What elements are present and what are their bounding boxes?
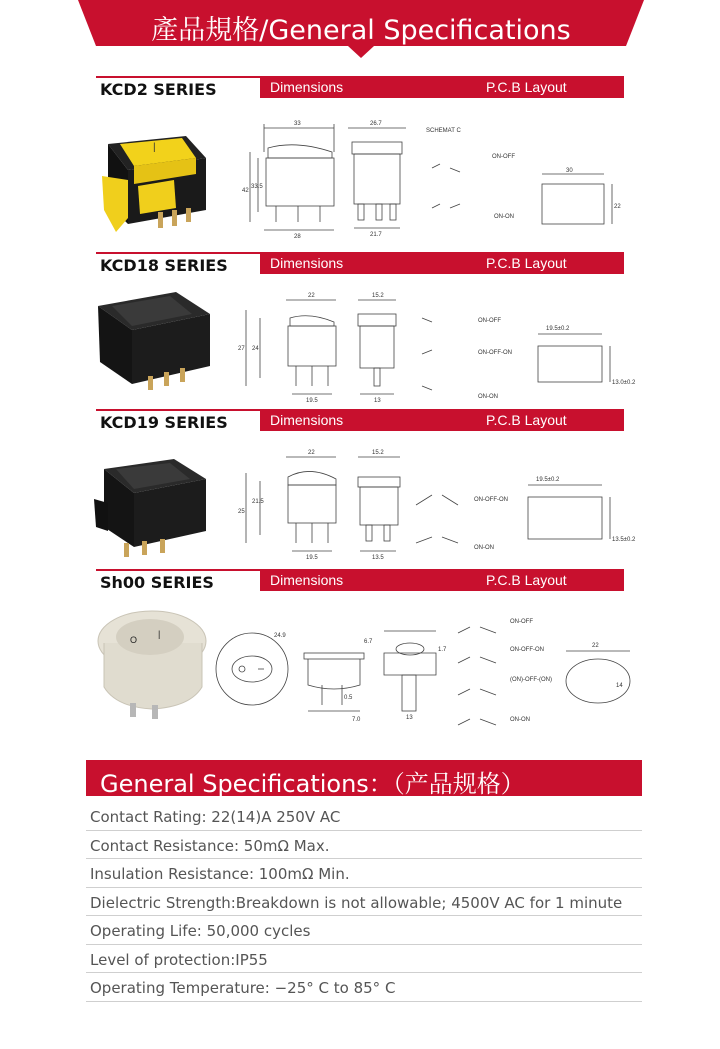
kcd2-dimension-drawing [236,112,626,242]
dim-d3: 27 [238,346,245,352]
dim-d6: 21.7 [370,232,382,238]
dimensions-label: Dimensions [270,572,344,588]
dim-d2: 26.7 [370,121,382,127]
mode-on-on: ON-ON [478,394,498,400]
sh00-dimension-drawing [212,601,632,741]
dim-d5: 7.0 [352,717,361,723]
dim-d6: 13 [374,398,381,404]
mode-on-on: ON-ON [510,717,530,723]
spec-dielectric-strength: Dielectric Strength:Breakdown is not allowable; 4500V AC for 1 minute [86,888,642,917]
series-title: KCD2 SERIES [100,80,217,99]
kcd18-dimension-drawing [236,288,636,418]
dim-d8: 13.0±0.2 [612,380,636,386]
mode-on-off-on: ON-OFF-ON [510,647,544,653]
spec-operating-temperature: Operating Temperature: −25° C to 85° C [86,973,642,1002]
pcb-layout-label: P.C.B Layout [486,79,567,95]
svg-text:|: | [158,629,161,639]
dim-d1: 33 [294,121,301,127]
kcd18-switch-photo [92,280,216,390]
page-title: 產品規格/General Specifications [151,15,571,46]
dimensions-label: Dimensions [270,255,344,271]
kcd19-switch-photo [94,447,212,561]
schematic-label: SCHEMAT C [426,128,461,134]
series-title: KCD19 SERIES [100,413,228,432]
mode-on-off-on: ON-OFF-ON [478,350,512,356]
mode-on-on: ON-ON [474,545,494,551]
dim-d2: 6.7 [364,639,373,645]
series-kcd18 [96,252,636,404]
dim-d7: 30 [566,168,573,174]
dim-d5: 28 [294,234,301,240]
spec-protection-level: Level of protection:IP55 [86,945,642,974]
dim-d1: 22 [308,293,315,299]
general-spec-title: General Specifications：（产品规格） [100,770,525,798]
dim-d8: 13.5±0.2 [612,537,636,543]
spec-insulation-resistance: Insulation Resistance: 100mΩ Min. [86,859,642,888]
pcb-layout-label: P.C.B Layout [486,412,567,428]
top-banner [78,0,644,48]
dim-d6: 13 [406,715,413,721]
dim-d2: 15.2 [372,450,384,456]
mode-on-off: ON-OFF [510,619,533,625]
series-sh00 [96,569,624,723]
dim-d7: 22 [592,643,599,649]
dim-d4: 24 [252,346,259,352]
dim-d3: 1.7 [438,647,447,653]
dim-d5: 19.5 [306,555,318,561]
spec-operating-life: Operating Life: 50,000 cycles [86,916,642,945]
dimensions-label: Dimensions [270,412,344,428]
dim-d3: 25 [238,509,245,515]
dim-d1: 24.9 [274,633,286,639]
dim-d4: 0.5 [344,695,353,701]
general-spec-header [86,760,642,796]
series-kcd2 [96,76,624,240]
mode-on-off: ON-OFF [492,154,515,160]
spec-list [86,802,642,1002]
series-kcd19 [96,409,636,561]
svg-text:O: O [130,635,138,645]
dim-d7: 19.5±0.2 [546,326,570,332]
dim-d4: 21.5 [252,499,264,505]
kcd19-dimension-drawing [236,445,636,575]
dim-d3: 42 [242,188,249,194]
spec-contact-resistance: Contact Resistance: 50mΩ Max. [86,831,642,860]
mode-mom-off-mom: (ON)-OFF-(ON) [510,677,552,683]
dim-d6: 13.5 [372,555,384,561]
mode-on-on: ON-ON [494,214,514,220]
dim-d1: 22 [308,450,315,456]
series-title: Sh00 SERIES [100,573,214,592]
pcb-layout-label: P.C.B Layout [486,255,567,271]
sh00-switch-photo [96,607,212,723]
dim-d7: 19.5±0.2 [536,477,560,483]
kcd2-switch-photo [98,114,210,232]
spec-contact-rating: Contact Rating: 22(14)A 250V AC [86,802,642,831]
dim-d5: 19.5 [306,398,318,404]
dim-d8: 14 [616,683,623,689]
dimensions-label: Dimensions [270,79,344,95]
dim-d2: 15.2 [372,293,384,299]
mode-on-off-on: ON-OFF-ON [474,497,508,503]
mode-on-off: ON-OFF [478,318,501,324]
svg-text:|: | [153,142,156,153]
dim-d8: 22 [614,204,621,210]
dim-d4: 33.5 [251,184,263,190]
series-title: KCD18 SERIES [100,256,228,275]
pcb-layout-label: P.C.B Layout [486,572,567,588]
